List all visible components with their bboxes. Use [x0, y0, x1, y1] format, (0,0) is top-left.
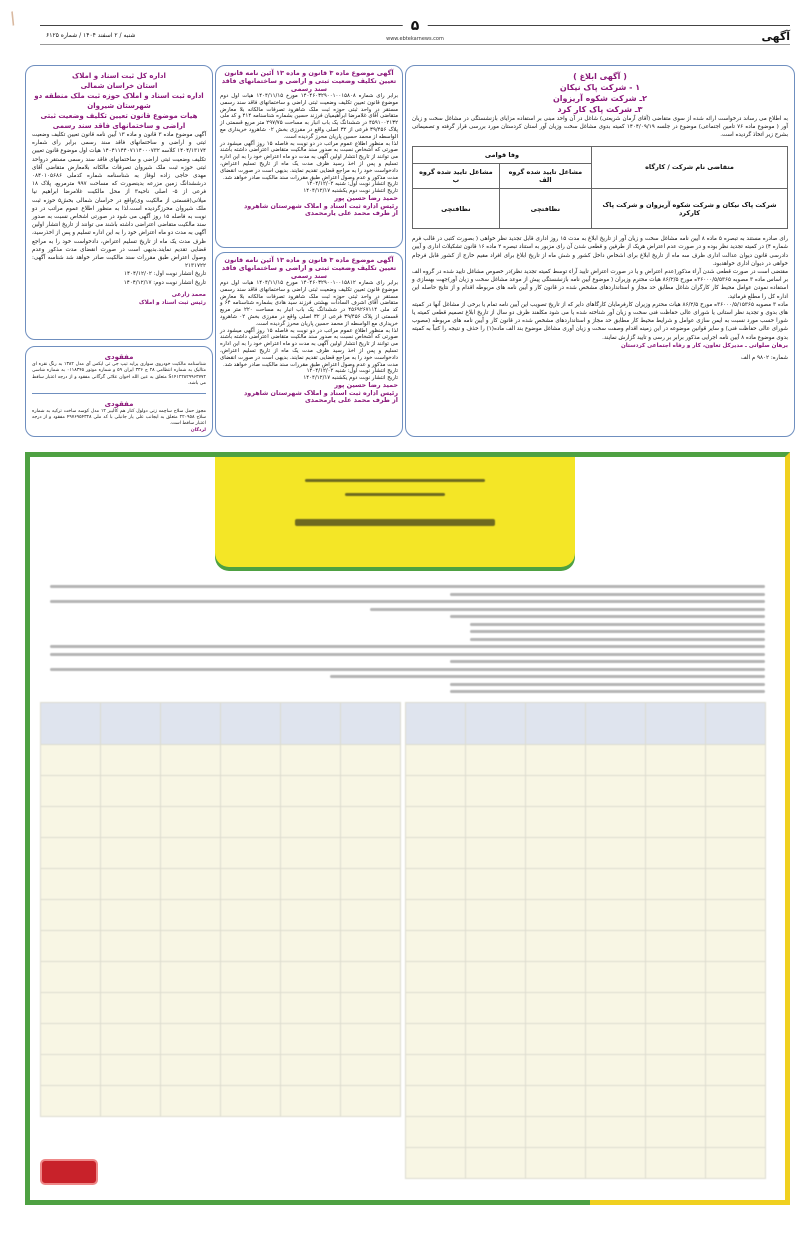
table-cell [406, 1086, 466, 1117]
section-title: آگهی [761, 30, 790, 43]
notice-body: برابر رای شماره ۱۴۰۴۶۰۳۲۹۰۰۱۰۰۱۵۸۰۸ مورخ ۱۴۰۴/۱۱/۱۵ هیات اول دوم موضوع قانون تعیین تکلیف وضعیت ثبتی اراضی و ساختمانهای فاقد سند رسمی مستقر در واحد ثبتی حوزه ثبت ملک شاهرود تصرفات مالکانه بلا معارض متقاضی آقای غلامرضا ابراهیمیان فرزند حسین بشماره شناسنامه ۴۱۴ و کد ملی ۴۵۹۱۰۰۲۱۳۲ در ششدانگ یک باب انبار به مساحت ۲۹۷/۷۵ متر مربع قسمتی از پلاک ۳۹/۴۵۶ فرعی از ۳۲ اصلی واقع در مفرزی بخش ۰۲ شاهرود خریداری مع الواسطه از محمد حسین پاریان محرز گردیده است. [220, 93, 398, 140]
notice-title: اداره کل ثبت اسناد و املاک [72, 72, 166, 80]
ad-text-line [470, 623, 765, 626]
table-cell [646, 1117, 706, 1148]
table-cell [646, 1086, 706, 1117]
table-cell [101, 931, 161, 962]
table-row [406, 1024, 766, 1055]
table-cell [406, 745, 466, 776]
ad-text-line [470, 638, 765, 641]
table-cell [586, 1024, 646, 1055]
table-cell [406, 1148, 466, 1179]
table-cell [41, 931, 101, 962]
notice-registry-2 [215, 252, 403, 437]
table-cell [161, 962, 221, 993]
ad-text-line [470, 630, 765, 633]
table-cell [41, 900, 101, 931]
table-cell [221, 838, 281, 869]
notice-body: آگهی موضوع ماده ۳ قانون و ماده ۱۳ آیین نامه قانون تعیین تکلیف وضعیت ثبتی و اراضی و ساختمانهای فاقد سند رسمی برابر رای شماره ۱۴۰۴/۱۳۱۷۴ کلاسه ۱۴۰۴۱۱۴۴۰۷۱۱۴۰۰۰۷۳۲ هیات اول موضوع قانون تعیین تکلیف وضعیت ثبتی اراضی و ساختمانهای فاقد سند رسمی مستقر درواحد ثبتی حوزه ثبت ملک شیروان تصرفات مالکانه بلامعارض متقاضی آقای مهدی حاجی زاده لوفاز به شناسنامه شماره کدملی ۰۸۴۰۱۰۵۶۸۶ درششدانگ زمین مزرعه بدینصورت که مساحت ۹۹۷ مترمربع، پلاک ۱۸ فرعی از ۵- اصلی ناحیه۳ از محل مالکیت غلامرضا ابراهیم نیا میلانی(قسمتی از مالکیت وی)واقع در خراسان شمالی بخش۵ حوزه ثبت ملک شیروان محرزگردیده است.لذا به منظور اطلاع عموم مراتب در دو نوبت به فاصله ۱۵ روز آگهی می شود در صورتی اشخاص نسبت به صدور سند مالکیت متقاضی اعتراضی داشته باشند می توانند از تاریخ انتشار اولین آگهی به مدت دو ماه اعتراض خود را به این اداره تسلیم و پس از اخذرسید، ظرف مدت یک ماه از تاریخ تسلیم اعتراض، دادخواست خود را به مراجع قضایی تقدیم نمایند.بدیهی است در صورت انقضای مدت مذکور وعدم وصول اعتراض طبق مقررات سند مالکیت صادر خواهد شد شناسه آگهی: ۲۱۳۱۷۲۲ [32, 132, 206, 270]
lost-body: شناسنامه مالکیت خودروی سواری پراید تیپ جی تی ایکس آی مدل ۱۳۸۲ به رنگ نقره ای متالیک به شماره انتظامی ۲۸ ج ۳۳۶ ایران ۵۹ و شماره موتور ۰۱۱۸۳۴۵ به شماره شاسی S۱۴۱۲۲۸۲۹۹۶۳۷۷۲ متعلق به عین الله اخوان علائی گرگانی مفقود و از درجه اعتبار ساقط می باشد. [32, 362, 206, 387]
ad-text-line [330, 675, 765, 678]
table-cell [221, 807, 281, 838]
table-cell [341, 1055, 401, 1086]
table-cell [586, 776, 646, 807]
table-cell [466, 962, 526, 993]
notice-registry-1 [215, 65, 403, 248]
table-cell [341, 776, 401, 807]
table-cell [221, 900, 281, 931]
notice-main [405, 65, 795, 437]
table-cell [706, 1024, 766, 1055]
table-cell [341, 745, 401, 776]
lost-title: مفقودی [104, 399, 134, 408]
table-cell [646, 1148, 706, 1179]
table-cell [706, 962, 766, 993]
table-row [406, 1055, 766, 1086]
table-cell [161, 838, 221, 869]
signature: رئیس اداره ثبت اسناد و املاک شهرستان شاهرود [243, 201, 398, 210]
table-cell [281, 900, 341, 931]
table-cell [706, 703, 766, 745]
table-cell [706, 1117, 766, 1148]
table-cell [406, 807, 466, 838]
table-cell [406, 1024, 466, 1055]
table-cell [526, 776, 586, 807]
cell-b: نظافتچی [413, 189, 500, 229]
table-row [41, 931, 401, 962]
ad-text-line [50, 668, 765, 671]
table-cell [586, 1055, 646, 1086]
table-cell [646, 869, 706, 900]
table-cell [101, 869, 161, 900]
table-cell [41, 962, 101, 993]
table-cell [706, 900, 766, 931]
ad-text-line [50, 645, 765, 648]
table-cell [281, 703, 341, 745]
table-cell [646, 1055, 706, 1086]
table-row [41, 838, 401, 869]
table-cell [466, 776, 526, 807]
table-cell [161, 1024, 221, 1055]
table-cell [406, 962, 466, 993]
paragraph: مقتضی است در صورت قطعی شدن آراء مذکور(عدم اعتراض و یا در صورت اعتراض تایید آراء توسط کمیته تجدید نظر)در خصوص مشاغل تایید شده در گروه الف بر اساس ماده ۳ مصوبه ۳۶۰۰۰/۵/۵۳۶۵ه مورخ ۸۶/۲/۵ هیات محترم وزیران ( موضوع آیین نامه بازنشستگی پیش از موعد مشاغل سخت و زیان آور)جهت بهسازی و استفاده نمودن عوامل محیط کار کارگران شاغل مطابق حد مجاز و استانداردهای مشخص شده در قانون کار و آیین نامه های مربوطه اقدام و از نتایج حاصله این اداره کل را مطلع فرمائید. [412, 269, 789, 300]
table-cell [406, 776, 466, 807]
table-cell [586, 807, 646, 838]
table-row [406, 838, 766, 869]
table-cell [646, 900, 706, 931]
table-cell [406, 838, 466, 869]
notice-title: اداره ثبت اسناد و املاک حوزه ثبت ملک منطقه دو [34, 92, 204, 100]
table-row [41, 776, 401, 807]
table-cell [526, 869, 586, 900]
table-cell [646, 962, 706, 993]
table-cell [101, 1024, 161, 1055]
publish-date-1: تاریخ انتشار نوبت اول: شنبه ۱۴۰۴/۱۲/۰۲ [306, 368, 398, 375]
table-cell [221, 931, 281, 962]
ad-table-left [40, 702, 401, 1117]
table-cell [466, 807, 526, 838]
publish-date-1: تاریخ انتشار نوبت اول: ۱۴۰۴/۱۲/۰۲ [124, 271, 206, 278]
table-cell [281, 745, 341, 776]
ad-table-right [405, 702, 766, 1179]
table-row [41, 869, 401, 900]
publish-date-2: تاریخ انتشار نوبت دوم: ۱۴۰۴/۱۲/۱۷ [123, 279, 206, 286]
table-cell [341, 838, 401, 869]
table-cell [526, 807, 586, 838]
table-cell [341, 869, 401, 900]
table-cell [406, 931, 466, 962]
tender-advertisement [25, 452, 790, 1205]
table-cell [706, 776, 766, 807]
table-cell [406, 1117, 466, 1148]
page-header [40, 18, 790, 44]
table-row [406, 869, 766, 900]
table-cell [161, 931, 221, 962]
notice-title: آگهی موضوع ماده ۳ قانون و ماده ۱۳ آئین نامه قانون تعیین تکلیف وضعیت ثبتی و اراضی و ساختمانهای فاقد سند رسمی [221, 69, 397, 93]
table-row [41, 962, 401, 993]
table-cell [406, 900, 466, 931]
table-cell [586, 703, 646, 745]
table-cell [466, 1148, 526, 1179]
table-cell [466, 993, 526, 1024]
table-header-row [41, 703, 401, 745]
table-cell [586, 993, 646, 1024]
table-cell [161, 703, 221, 745]
notice-intro: به اطلاع می رساند درخواست ارائه شده از سوی متقاضی (آقای آرمان شریعتی) شاغل در آن واحد مبنی بر استفاده مزایای بازنشستگی در مشاغل سخت و زیان آور ( موضوع ماده ۷۶ تامین اجتماعی) موضوع در جلسه ۱۴۰۴/۰۹/۱۹ کمیته بدوی مشاغل سخت وزیان آور استان کردستان مورد بررسی قرار گرفته و تصمیماتی بشرح زیر اتخاذ گردیده است. [412, 116, 788, 139]
table-cell [221, 993, 281, 1024]
table-row [41, 807, 401, 838]
table-row [406, 900, 766, 931]
notice-title: اراضی و ساختمانهای فاقد سند رسمی [52, 122, 186, 130]
table-cell [221, 703, 281, 745]
notice-title: ۳ـ شرکت پاک کار کرد [557, 105, 643, 114]
table-cell [646, 703, 706, 745]
table-cell [341, 993, 401, 1024]
signature: محمد زارعی [171, 291, 206, 298]
table-cell [281, 931, 341, 962]
table-cell [466, 900, 526, 931]
table-cell [221, 776, 281, 807]
table-cell [466, 745, 526, 776]
table-cell [221, 1086, 281, 1117]
table-cell [586, 869, 646, 900]
table-cell [341, 1024, 401, 1055]
table-cell [526, 838, 586, 869]
table-cell [281, 838, 341, 869]
table-cell [586, 1086, 646, 1117]
table-cell [466, 1117, 526, 1148]
ad-banner [215, 457, 575, 567]
table-cell [41, 993, 101, 1024]
lost-body: مجوز حمل سلاح ساچمه زنی دولول کنار هم کالیبر ۱۲ مدل کوسه ساخت ترکیه به شماره سلاح ۲۲۰۹۵۸ متعلق به ایجانب علی یار جانبلی با کد ملی ۴۹۷۶۹۵۴۳۲۸ مفقود و از درجه اعتبار ساقط است. [32, 408, 207, 427]
col-group: وفا قوامی [413, 146, 592, 163]
table-row [406, 993, 766, 1024]
table-cell [586, 900, 646, 931]
jobs-table [412, 146, 788, 230]
cell-a: نظافتچی [499, 189, 591, 229]
table-cell [466, 931, 526, 962]
table-row [41, 1086, 401, 1117]
notice-body: برابر رای شماره ۱۴۰۴۶۰۳۲۹۰۰۱۰۰۱۵۸۱۲ مورخ ۱۴۰۴/۱۱/۱۵ هیات اول دوم موضوع قانون تعیین تکلیف وضعیت ثبتی اراضی و ساختمانهای فاقد سند رسمی مستقر در واحد ثبتی حوزه ثبت ملک شاهرود تصرفات مالکانه بلا معارض متقاضی آقای اشرف السادات بهشتی فرزند سید هادی بشماره شناسنامه ۶۴ و کد ملی ۴۵۶۹۲۶۷۱۱۴ در ششدانگ یک باب انبار به مساحت ۲۲۰ متر مربع قسمتی از پلاک ۳۹/۴۵۶ فرعی از ۳۲ اصلی واقع در مفرزی بخش ۰۲ شاهرود خریداری مع الواسطه از محمد حسین پاریان محرز گردیده است. [220, 280, 398, 327]
table-cell [466, 1086, 526, 1117]
ad-text-line [450, 683, 765, 686]
table-cell [406, 993, 466, 1024]
table-cell [586, 1148, 646, 1179]
lost-title: مفقودی [104, 353, 134, 361]
table-cell [466, 869, 526, 900]
table-cell [221, 962, 281, 993]
table-cell [41, 1024, 101, 1055]
table-cell [526, 1117, 586, 1148]
table-cell [281, 993, 341, 1024]
ad-text-line [50, 585, 765, 588]
table-cell [281, 1055, 341, 1086]
issue-line: شنبه / ۲ اسفند ۱۴۰۴ / شماره ۶۱۲۵ [46, 32, 136, 39]
site-url[interactable]: www.ebtekarnews.com [386, 36, 444, 42]
lost-notices [25, 346, 213, 437]
table-cell [161, 993, 221, 1024]
table-cell [406, 1055, 466, 1086]
table-cell [41, 1086, 101, 1117]
table-row [406, 745, 766, 776]
table-cell [281, 807, 341, 838]
table-cell [161, 745, 221, 776]
table-cell [646, 1024, 706, 1055]
table-cell [101, 807, 161, 838]
table-cell [406, 703, 466, 745]
publish-date-2: تاریخ انتشار نوبت دوم یکشنبه ۱۴۰۴/۱۲/۱۷ [303, 375, 398, 382]
table-cell [586, 1117, 646, 1148]
divider [32, 393, 206, 394]
table-cell [646, 993, 706, 1024]
table-cell [281, 776, 341, 807]
table-cell [466, 703, 526, 745]
table-cell [646, 931, 706, 962]
table-cell [586, 838, 646, 869]
ad-text-line [450, 615, 765, 618]
table-cell [526, 745, 586, 776]
ad-text-line [450, 690, 765, 693]
table-cell [101, 993, 161, 1024]
table-row [406, 807, 766, 838]
notice-title: استان خراسان شمالی [80, 82, 158, 90]
ad-button[interactable] [40, 1159, 98, 1185]
table-cell [101, 900, 161, 931]
table-cell [221, 1055, 281, 1086]
table-row [41, 745, 401, 776]
table-cell [586, 745, 646, 776]
table-cell [281, 869, 341, 900]
table-cell [281, 1086, 341, 1117]
table-cell [526, 900, 586, 931]
notice-body: لذا به منظور اطلاع عموم مراتب در دو نوبت به فاصله ۱۵ روز آگهی میشود در صورتی که اشخاص نسبت به صدور سند مالکیت متقاضی اعتراضی داشته باشند می توانند از تاریخ انتشار اولین آگهی به مدت دو ماه اعتراض خود را به این اداره تسلیم و پس از اخذ رسید ظرف مدت یک ماه از تاریخ تسلیم اعتراض، دادخواست خود را به مراجع قضایی تقدیم نمایند. بدیهی است در صورت انقضای مدت مذکور و عدم وصول اعتراض طبق مقررات سند مالکیت صادر خواهد شد. [220, 140, 399, 181]
col-b: مشاغل تایید شده گروه ب [413, 163, 500, 188]
table-cell [41, 703, 101, 745]
table-cell [706, 931, 766, 962]
table-cell [646, 745, 706, 776]
signature: از طرف محمد علی یارمحمدی [304, 396, 398, 405]
lost-city: لردگان [190, 427, 206, 433]
table-cell [706, 807, 766, 838]
table-cell [281, 1024, 341, 1055]
table-cell [646, 807, 706, 838]
paragraph: رای صادره مستند به تبصره ۵ ماده ۸ آیین نامه مشاغل سخت و زیان آور از تاریخ ابلاغ به مدت ۱۵ روز اداری قابل تجدید نظر خواهی ( بصورت کتبی در قالب فرم شماره ۴) در کمیته تجدید نظر بوده و در صورت عدم اعتراض هریک از طرفین و قطعی شدن آن رای مزبور به استناد تبصره ۲ ماده ۱۶ قانون تشکیلات اداری و آیین دادرسی قانون دیوان عدالت اداری ظرف سه ماه از تاریخ ابلاغ برای اشخاص داخل کشور و شش ماه از تاریخ ابلاغ برای افراد مقیم خارج از کشور قابل فرجام خواهی در دیوان اداری خواهدبود. [412, 236, 788, 267]
ad-text-line [450, 660, 765, 663]
page-number: ۵ [403, 18, 428, 34]
notice-title: آگهی موضوع ماده ۳ قانون و ماده ۱۳ آئین نامه قانون تعیین تکلیف وضعیت ثبتی و اراضی و ساختمانهای فاقد سند رسمی [221, 256, 397, 280]
header-rule-bottom [40, 44, 790, 45]
table-cell [41, 776, 101, 807]
table-cell [526, 931, 586, 962]
table-cell [586, 962, 646, 993]
table-row [406, 962, 766, 993]
notice-title: هیات موضوع قانون تعیین تکلیف وضعیت ثبتی [40, 112, 198, 120]
notice-number: شماره: ۹۸۰۲ م الف [740, 355, 788, 362]
table-cell [161, 1086, 221, 1117]
table-row [406, 1117, 766, 1148]
table-cell [161, 869, 221, 900]
table-cell [221, 745, 281, 776]
table-cell [646, 838, 706, 869]
table-cell [341, 703, 401, 745]
table-cell [41, 838, 101, 869]
table-cell [466, 838, 526, 869]
table-cell [101, 776, 161, 807]
table-row [41, 993, 401, 1024]
notice-title: شهرستان شیروان [87, 102, 151, 110]
table-cell [706, 745, 766, 776]
table-cell [706, 838, 766, 869]
table-cell [706, 1055, 766, 1086]
notice-title: ۱ - شرکت پاک نیکان [559, 83, 641, 92]
table-cell [526, 993, 586, 1024]
signature: از طرف محمد علی یارمحمدی [304, 209, 398, 218]
table-cell [526, 962, 586, 993]
signature: رئیس ثبت اسناد و املاک [138, 300, 206, 307]
col-a: مشاغل تایید شده گروه الف [499, 163, 591, 188]
signature: حمید رضا حسین پور [334, 193, 398, 202]
table-cell [41, 745, 101, 776]
table-cell [341, 900, 401, 931]
notice-shirvan [25, 65, 213, 340]
ad-text-line [370, 608, 765, 611]
table-cell [101, 838, 161, 869]
table-row [406, 931, 766, 962]
table-cell [41, 807, 101, 838]
paragraph: ماده ۳ مصوبه ۳۶۰۰۰/۵/۱۵۳۶۵ه مورخ ۸۶/۲/۵ هیات محترم وزیران کارفرمایان کارگاهای دایر که از تاریخ تصویب این آیین نامه تمام یا برخی از مشاغل آنها در کمیته های بدوی و تجدید نظر استانی یا شورای عالی حفاظت فنی سخت و زیان آور شناخته شده یا می شود مکلفند ظرف دو سال از تاریخ ابلاغ تصمیم قطعی کمیته یا شورا حسب مورد نسبت به ایمن سازی عوامل و شرایط محیط کار مطابق حد مجاز و استانداردهای مشخص شده در قانون کار و آیین نامه های مربوطه (مصوب شورای عالی حفاظت فنی) و سایر قوانین موضوعه در این زمینه اقدام وصفت سخت و زیان آوری مشاغل موضوع بند الف ماده(۱) را حذف و نتیجه را کتباً به کمیته بدوی موضوع ماده ۸ آیین نامه اجرایی مذکور برابر بر رسی و تایید گزارش نمایند. [412, 301, 788, 341]
table-cell [101, 1055, 161, 1086]
table-cell [526, 1086, 586, 1117]
notice-title: ۲ـ شرکت شکوه آریزوان [552, 94, 648, 103]
table-cell [161, 1055, 221, 1086]
table-cell [466, 1024, 526, 1055]
table-row [41, 900, 401, 931]
table-row [406, 1148, 766, 1179]
table-cell [101, 1086, 161, 1117]
notice-title: ( آگهی ابلاغ ) [573, 72, 627, 81]
table-cell [161, 807, 221, 838]
table-cell [406, 869, 466, 900]
table-cell [586, 931, 646, 962]
table-cell [706, 869, 766, 900]
table-cell [526, 1148, 586, 1179]
publish-date-1: تاریخ انتشار نوبت اول: شنبه ۱۴۰۴/۱۲/۰۲ [306, 181, 398, 188]
table-cell [221, 1024, 281, 1055]
newspaper-logo-icon: ا [5, 9, 18, 32]
table-cell [341, 807, 401, 838]
table-row [406, 1086, 766, 1117]
table-cell [706, 1086, 766, 1117]
table-cell [161, 776, 221, 807]
cell-companies: شرکت پاک نیکان و شرکت شکوه آریزوان و شرکت پاک کارکرد [592, 189, 788, 229]
ad-text-line [50, 653, 765, 656]
table-cell [281, 962, 341, 993]
signature: برهان صلواتی ـ مدیرکل تعاون، کار و رفاه اجتماعی کردستان [620, 342, 788, 349]
table-cell [526, 703, 586, 745]
table-cell [221, 869, 281, 900]
notice-body: لذا به منظور اطلاع عموم مراتب در دو نوبت به فاصله ۱۵ روز آگهی میشود در صورتی که اشخاص نسبت به صدور سند مالکیت متقاضی اعتراضی داشته باشند می توانند از تاریخ انتشار اولین آگهی به مدت دو ماه اعتراض خود را به این اداره تسلیم و پس از اخذ رسید ظرف مدت یک ماه از تاریخ تسلیم اعتراض، دادخواست خود را به مراجع قضایی تقدیم نمایند. بدیهی است در صورت انقضای مدت مذکور و عدم وصول اعتراض طبق مقررات سند مالکیت صادر خواهد شد. [220, 327, 399, 368]
table-row [41, 1024, 401, 1055]
ad-text-line [50, 600, 765, 603]
table-cell [341, 931, 401, 962]
table-row [406, 776, 766, 807]
table-cell [41, 869, 101, 900]
table-cell [646, 776, 706, 807]
table-cell [526, 1024, 586, 1055]
table-header-row [406, 703, 766, 745]
table-cell [706, 1148, 766, 1179]
col-applicant: متقاضی نام شرکت / کارگاه [592, 146, 788, 189]
table-cell [101, 703, 161, 745]
table-cell [526, 1055, 586, 1086]
table-cell [101, 745, 161, 776]
ad-text-line [450, 593, 765, 596]
signature: حمید رضا حسین پور [334, 380, 398, 389]
table-cell [161, 900, 221, 931]
table-cell [41, 1055, 101, 1086]
table-cell [341, 1086, 401, 1117]
table-cell [341, 962, 401, 993]
table-cell [101, 962, 161, 993]
signature: رئیس اداره ثبت اسناد و املاک شهرستان شاهرود [243, 388, 398, 397]
table-cell [466, 1055, 526, 1086]
table-cell [706, 993, 766, 1024]
publish-date-2: تاریخ انتشار نوبت دوم یکشنبه ۱۴۰۴/۱۲/۱۷ [303, 188, 398, 195]
table-row [41, 1055, 401, 1086]
